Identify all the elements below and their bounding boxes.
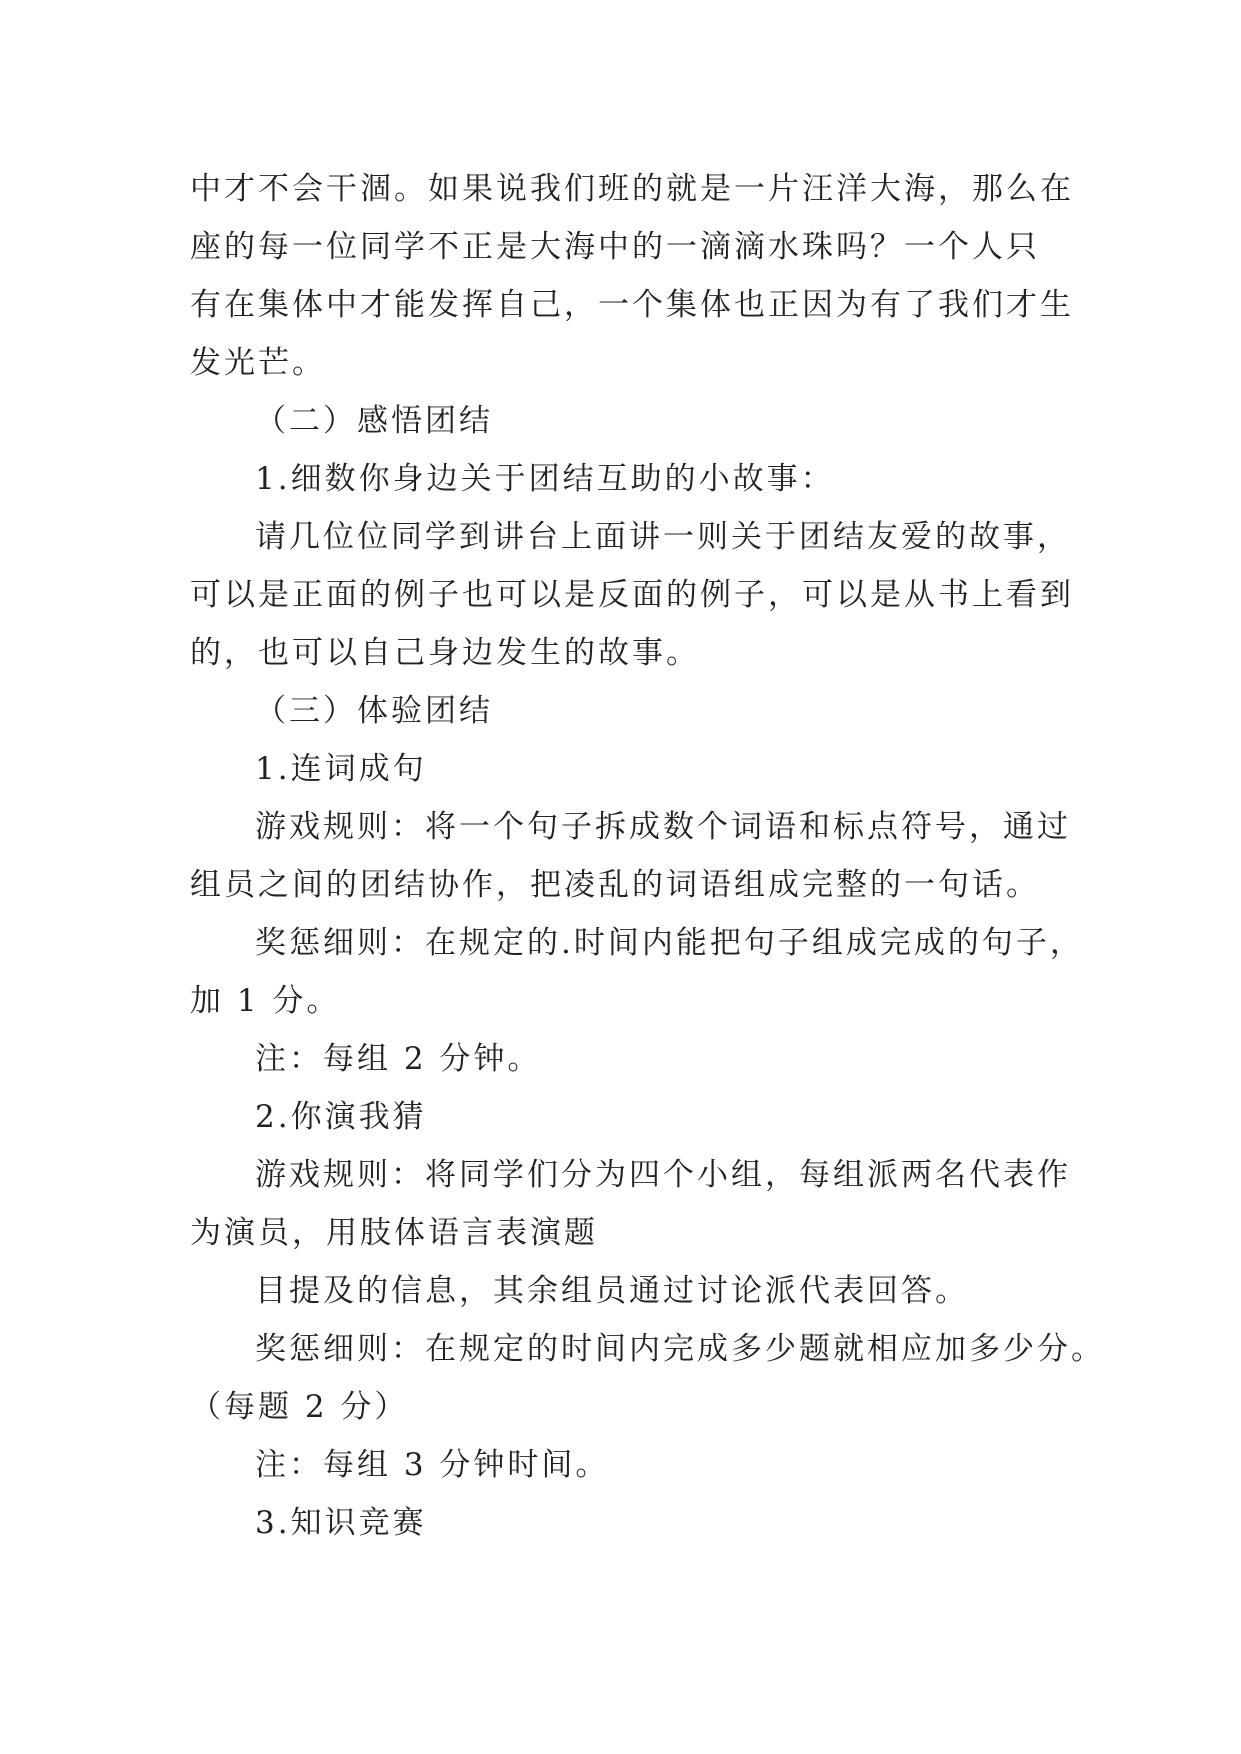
paragraph-line: 有在集体中才能发挥自己，一个集体也正因为有了我们才生 — [190, 287, 1074, 323]
paragraph-line: 目提及的信息，其余组员通过讨论派代表回答。 — [255, 1273, 969, 1309]
subsection-heading: 3.知识竞赛 — [255, 1505, 427, 1541]
paragraph-line: 奖惩细则：在规定的.时间内能把句子组成完成的句子， — [255, 925, 1084, 961]
note-line: 注：每组 3 分钟时间。 — [255, 1447, 610, 1483]
note-line: 注：每组 2 分钟。 — [255, 1041, 542, 1077]
paragraph-line: 可以是正面的例子也可以是反面的例子，可以是从书上看到 — [190, 577, 1074, 613]
paragraph-line: 加 1 分。 — [190, 983, 341, 1019]
paragraph-line: 组员之间的团结协作，把凌乱的词语组成完整的一句话。 — [190, 867, 1040, 903]
subsection-heading: 2.你演我猜 — [255, 1099, 427, 1135]
section-heading: （三）体验团结 — [255, 693, 493, 729]
paragraph-line: 为演员，用肢体语言表演题 — [190, 1215, 598, 1251]
subsection-heading: 1.细数你身边关于团结互助的小故事： — [255, 461, 835, 497]
document-body — [190, 160, 1105, 1552]
subsection-heading: 1.连词成句 — [255, 751, 427, 787]
paragraph-line: 游戏规则：将同学们分为四个小组，每组派两名代表作 — [255, 1157, 1071, 1193]
paragraph-line: 的，也可以自己身边发生的故事。 — [190, 635, 700, 671]
paragraph-line: 座的每一位同学不正是大海中的一滴滴水珠吗？一个人只 — [190, 229, 1040, 265]
paragraph-line: 奖惩细则：在规定的时间内完成多少题就相应加多少分。 — [255, 1331, 1105, 1367]
paragraph-line: 中才不会干涸。如果说我们班的就是一片汪洋大海，那么在 — [190, 171, 1074, 207]
paragraph-line: 请几位位同学到讲台上面讲一则关于团结友爱的故事， — [255, 519, 1071, 555]
section-heading: （二）感悟团结 — [255, 403, 493, 439]
paragraph-line: （每题 2 分） — [190, 1389, 409, 1425]
paragraph-line: 发光芒。 — [190, 345, 326, 381]
paragraph-line: 游戏规则：将一个句子拆成数个词语和标点符号，通过 — [255, 809, 1071, 845]
